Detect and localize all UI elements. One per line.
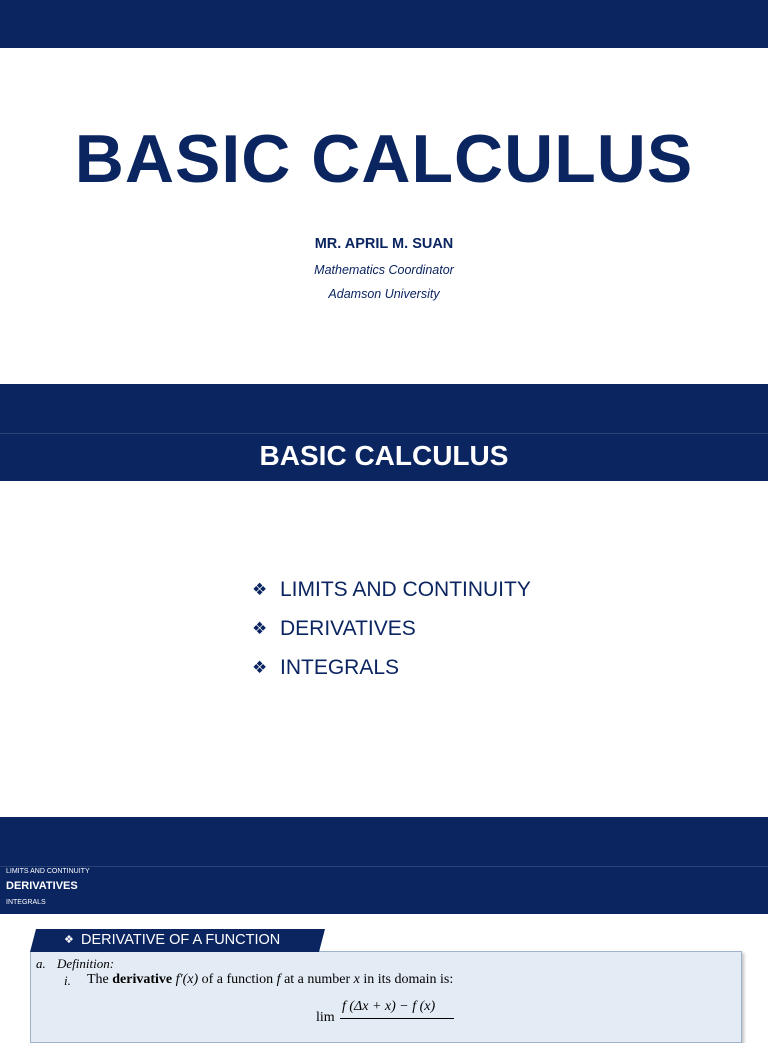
topic-label: INTEGRALS xyxy=(280,656,400,679)
formula-numerator: f (Δx + x) − f (x) xyxy=(342,999,436,1014)
definition-sentence xyxy=(87,972,453,988)
definition-label: Definition: xyxy=(57,956,115,971)
topic-label: LIMITS AND CONTINUITY xyxy=(280,578,531,601)
topic-item-derivatives xyxy=(252,617,416,641)
text-at-a-number: at a number xyxy=(284,972,351,987)
function-symbol: f xyxy=(276,972,281,987)
fraction-bar xyxy=(340,1018,454,1019)
slide1-title: BASIC CALCULUS xyxy=(74,121,694,197)
author-organization: Adamson University xyxy=(328,287,440,301)
slide2-title: BASIC CALCULUS xyxy=(259,440,509,471)
slide3-header-divider xyxy=(0,866,768,867)
topic-item-integrals xyxy=(252,656,399,680)
formula-lim: lim xyxy=(316,1010,335,1025)
variable-x: x xyxy=(353,972,360,987)
text-of-a-function: of a function xyxy=(201,972,274,987)
nav-derivatives[interactable]: DERIVATIVES xyxy=(6,880,78,892)
term-derivative: derivative xyxy=(112,972,173,987)
item-marker: i. xyxy=(64,973,71,988)
slide1-top-bar xyxy=(0,0,768,48)
slide2-header-divider xyxy=(0,433,768,434)
derivative-notation: f′(x) xyxy=(175,972,199,987)
four-diamond-bullet-icon: ❖ xyxy=(252,580,268,600)
topic-label: DERIVATIVES xyxy=(280,617,416,640)
definition-box xyxy=(30,951,742,1043)
section-title: DERIVATIVE OF A FUNCTION xyxy=(81,932,281,948)
text-in-domain: in its domain is: xyxy=(363,972,454,987)
four-diamond-bullet-icon: ❖ xyxy=(252,619,268,639)
text-the: The xyxy=(87,972,109,987)
nav-integrals[interactable]: INTEGRALS xyxy=(6,899,46,906)
four-diamond-bullet-icon: ❖ xyxy=(64,933,74,946)
author-role: Mathematics Coordinator xyxy=(314,263,454,277)
four-diamond-bullet-icon: ❖ xyxy=(252,658,268,678)
topic-item-limits xyxy=(252,578,531,602)
definition-marker: a. xyxy=(36,956,46,971)
nav-limits[interactable]: LIMITS AND CONTINUITY xyxy=(6,868,90,875)
author-name: MR. APRIL M. SUAN xyxy=(314,236,454,252)
